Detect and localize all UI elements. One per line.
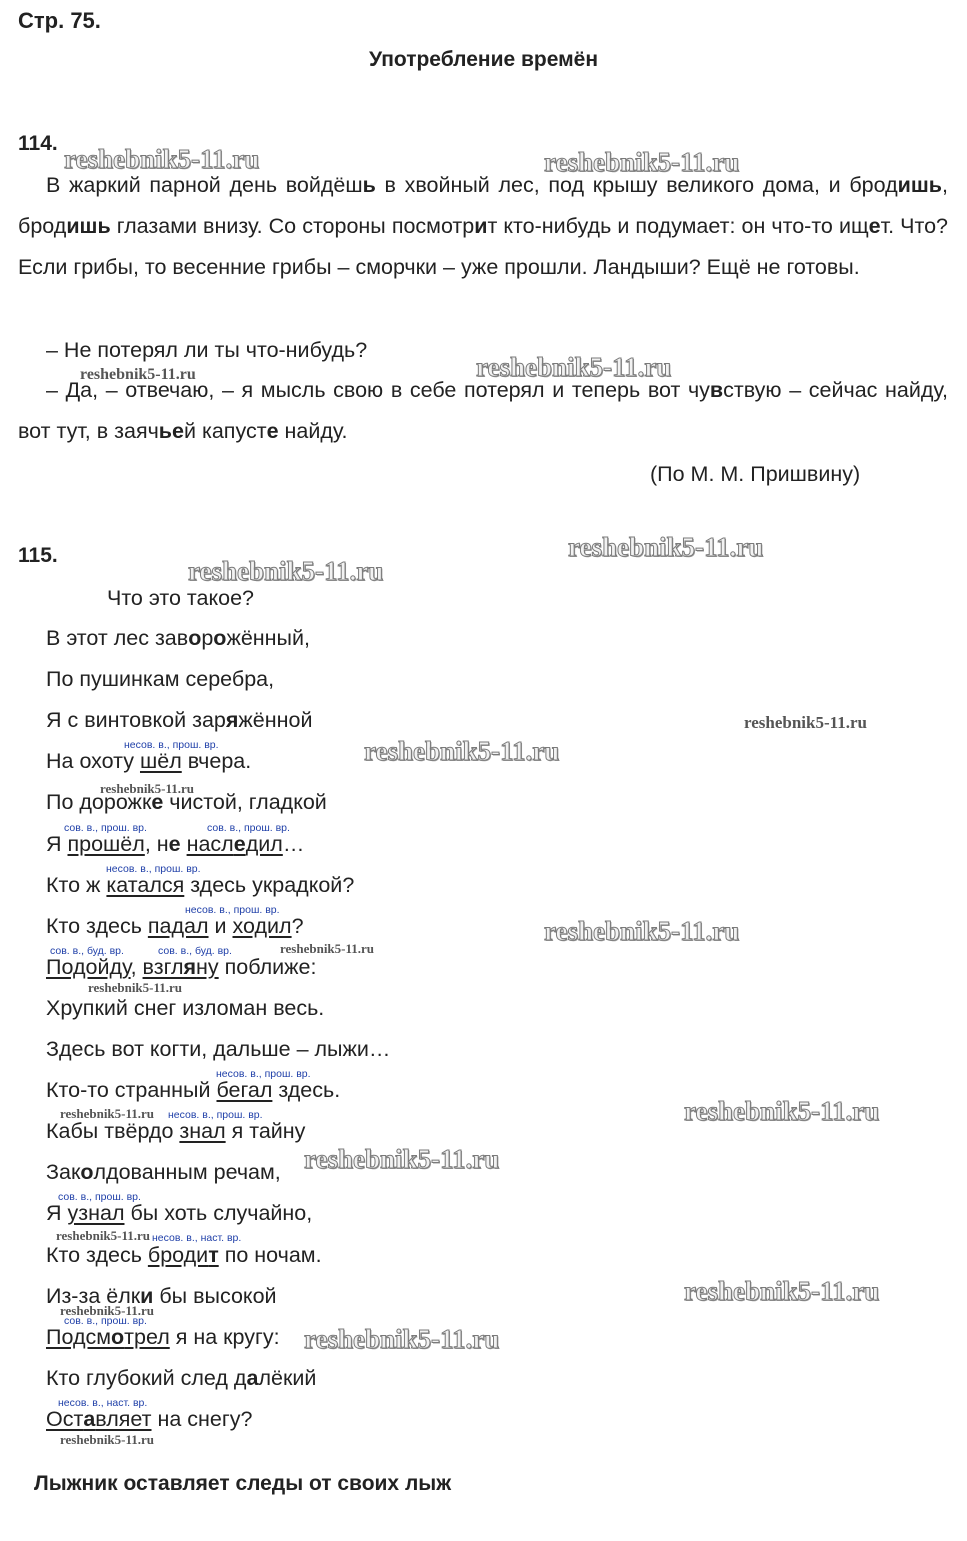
poem-line — [46, 1366, 316, 1391]
poem-line — [46, 1078, 340, 1103]
text-segment: вчера. — [181, 749, 252, 773]
grammar-note: несов. в., наст. вр. — [58, 1397, 148, 1409]
text-segment: Кто-то странный — [46, 1078, 217, 1102]
watermark: reshebnik5-11.ru — [80, 366, 196, 383]
text-segment: Кабы твёрдо — [46, 1119, 180, 1143]
poem-line — [46, 873, 354, 898]
text-segment: й капуст — [183, 419, 267, 443]
poem-line — [46, 1201, 312, 1226]
text-segment: Кто глубокий след д — [46, 1366, 247, 1390]
highlighted-letter: е — [233, 832, 246, 856]
underlined-verb: прошёл — [67, 832, 145, 856]
text-segment: поближе: — [218, 955, 317, 979]
watermark: reshebnik5-11.ru — [684, 1096, 880, 1126]
text-segment: Зак — [46, 1160, 81, 1184]
underlined-verb: падал — [147, 914, 209, 938]
text-segment: Кто ж — [46, 873, 107, 897]
watermark: reshebnik5-11.ru — [568, 532, 764, 562]
text-segment: лдованным речам, — [93, 1160, 281, 1184]
text-segment: здесь украдкой? — [184, 873, 355, 897]
exercise-114-source: (По М. М. Пришвину) — [650, 462, 861, 486]
watermark: reshebnik5-11.ru — [64, 144, 260, 174]
text-segment: Из-за ёлк — [46, 1284, 141, 1308]
text-segment: жённый, — [226, 626, 310, 650]
poem-line — [46, 626, 310, 651]
underlined-verb: насл — [186, 832, 234, 856]
highlighted-letter: ье — [158, 419, 184, 443]
text-segment: по ночам. — [218, 1243, 322, 1267]
watermark: reshebnik5-11.ru — [744, 713, 867, 732]
highlighted-letter: е — [868, 214, 881, 238]
underlined-verb: вляет — [95, 1407, 152, 1431]
highlighted-letter: о — [213, 626, 227, 650]
watermark: reshebnik5-11.ru — [364, 736, 560, 766]
text-segment: Хрупкий снег изломан весь. — [46, 996, 325, 1020]
grammar-note: несов. в., прош. вр. — [216, 1068, 311, 1080]
text-segment: ствую – сейчас найду, вот тут, в заяч — [18, 378, 948, 443]
text-segment: , н — [144, 832, 169, 856]
exercise-114-dialogue-line: – Не потерял ли ты что-нибудь? — [46, 338, 368, 362]
text-segment: я тайну — [225, 1119, 306, 1143]
underlined-verb: узнал — [67, 1201, 125, 1225]
poem-line — [46, 749, 251, 774]
text-segment: глазами внизу. Со стороны посмотр — [110, 214, 475, 238]
riddle-answer: Лыжник оставляет следы от своих лыж — [34, 1472, 452, 1495]
watermark: reshebnik5-11.ru — [88, 980, 183, 995]
text-segment: Я с винтовкой зар — [46, 708, 226, 732]
watermark: reshebnik5-11.ru — [684, 1276, 880, 1306]
poem-title: Что это такое? — [107, 586, 254, 610]
watermark: reshebnik5-11.ru — [100, 781, 195, 796]
highlighted-letter: ишь — [66, 214, 111, 238]
text-segment: ? — [291, 914, 304, 938]
watermark: reshebnik5-11.ru — [476, 352, 672, 382]
underlined-verb: трел — [124, 1325, 170, 1349]
text-segment: По пушинкам серебра, — [46, 667, 275, 691]
text-segment: Я — [46, 1201, 68, 1225]
text-segment: бы хоть случайно, — [124, 1201, 313, 1225]
underlined-verb: знал — [179, 1119, 226, 1143]
poem-line — [46, 708, 312, 733]
grammar-note: несов. в., прош. вр. — [124, 739, 219, 751]
page-title: Употребление времён — [368, 48, 599, 71]
text-segment: … — [282, 832, 305, 856]
highlighted-letter: и — [140, 1284, 154, 1308]
poem-line — [46, 996, 324, 1021]
highlighted-letter: о — [111, 1325, 125, 1349]
highlighted-letter: а — [246, 1366, 259, 1390]
text-segment: В жаркий парной день войдёш — [46, 173, 363, 197]
watermark: reshebnik5-11.ru — [188, 556, 384, 586]
text-segment: и — [208, 914, 233, 938]
watermark: reshebnik5-11.ru — [304, 1324, 500, 1354]
grammar-note: сов. в., буд. вр. — [158, 945, 232, 957]
text-segment: я на кругу: — [169, 1325, 280, 1349]
poem-line — [46, 955, 316, 980]
exercise-115-number: 115. — [18, 544, 58, 567]
highlighted-letter: ь — [362, 173, 376, 197]
underlined-verb: Подсм — [46, 1325, 112, 1349]
underlined-verb: дил — [245, 832, 283, 856]
watermark: reshebnik5-11.ru — [56, 1228, 151, 1243]
page-label: Стр. 75. — [18, 8, 101, 33]
text-segment: бы высокой — [153, 1284, 277, 1308]
exercise-114-number: 114. — [18, 132, 58, 155]
highlighted-letter: е — [151, 790, 164, 814]
text-segment: т кто-нибудь и подумает: он что-то ищ — [487, 214, 869, 238]
grammar-note: несов. в., наст. вр. — [152, 1232, 242, 1244]
poem-line — [46, 914, 304, 939]
text-segment: На охоту — [46, 749, 140, 773]
text-segment: чистой, гладкой — [163, 790, 327, 814]
watermark: reshebnik5-11.ru — [60, 1303, 155, 1318]
highlighted-letter: и — [474, 214, 488, 238]
highlighted-letter: о — [80, 1160, 94, 1184]
watermark: reshebnik5-11.ru — [304, 1144, 500, 1174]
highlighted-letter: в — [709, 378, 724, 402]
poem-line — [46, 832, 304, 857]
grammar-note: сов. в., прош. вр. — [64, 1315, 147, 1327]
highlighted-letter: е — [266, 419, 279, 443]
grammar-note: сов. в., прош. вр. — [64, 822, 147, 834]
grammar-note: несов. в., прош. вр. — [168, 1109, 263, 1121]
watermark: reshebnik5-11.ru — [60, 1432, 155, 1447]
text-segment: Кто здесь — [46, 914, 148, 938]
underlined-verb: Подойду — [46, 955, 131, 979]
grammar-note: сов. в., прош. вр. — [207, 822, 290, 834]
watermark: reshebnik5-11.ru — [544, 916, 740, 946]
highlighted-letter: е — [168, 832, 181, 856]
grammar-note: сов. в., буд. вр. — [50, 945, 124, 957]
highlighted-letter: я — [225, 708, 239, 732]
text-segment: в хвойный лес, под крышу великого дома, и брод — [375, 173, 898, 197]
poem-line — [46, 1037, 390, 1062]
poem-line — [46, 1119, 305, 1144]
underlined-verb: шёл — [139, 749, 182, 773]
text-segment: найду. — [278, 419, 348, 443]
text-segment: Здесь вот когти, дальше – лыжи… — [46, 1037, 391, 1061]
text-segment: р — [201, 626, 214, 650]
text-segment: , — [130, 955, 143, 979]
watermark: reshebnik5-11.ru — [544, 147, 740, 177]
text-segment: здесь. — [272, 1078, 341, 1102]
text-segment: т. Что? Если грибы, то весенние грибы – сморчки – уже прошли. Ландыши? Ещё не готовы. — [18, 214, 949, 279]
text-segment: В этот лес зав — [46, 626, 189, 650]
text-segment: – Да, – отвечаю, – я мысль свою в себе потерял и теперь вот чу — [46, 378, 710, 402]
exercise-114-paragraph-1 — [18, 165, 948, 288]
underlined-verb: броди — [147, 1243, 209, 1267]
poem-line — [46, 667, 274, 692]
watermark: reshebnik5-11.ru — [60, 1106, 155, 1121]
underlined-verb: бегал — [216, 1078, 273, 1102]
underlined-verb: ну — [196, 955, 219, 979]
highlighted-letter: а — [83, 1407, 96, 1431]
text-segment: на снегу? — [151, 1407, 253, 1431]
highlighted-letter: ишь — [897, 173, 942, 197]
underlined-verb: взгл — [142, 955, 184, 979]
poem-line — [46, 1160, 281, 1185]
text-segment: жённой — [238, 708, 313, 732]
watermark: reshebnik5-11.ru — [280, 941, 375, 956]
highlighted-letter: я — [183, 955, 197, 979]
underlined-verb: катался — [106, 873, 185, 897]
poem-line — [46, 1243, 322, 1268]
poem-line — [46, 1407, 252, 1432]
grammar-note: несов. в., прош. вр. — [185, 904, 280, 916]
grammar-note: сов. в., прош. вр. — [58, 1191, 141, 1203]
underlined-verb: Ост — [46, 1407, 84, 1431]
highlighted-letter: о — [188, 626, 202, 650]
highlighted-letter: т — [208, 1243, 219, 1267]
underlined-verb: ходил — [232, 914, 292, 938]
poem-line — [46, 1325, 280, 1350]
text-segment: Я — [46, 832, 68, 856]
text-segment: Кто здесь — [46, 1243, 148, 1267]
grammar-note: несов. в., прош. вр. — [106, 863, 201, 875]
text-segment: , брод — [18, 173, 948, 238]
text-segment: По дорожк — [46, 790, 152, 814]
text-segment: лёкий — [258, 1366, 317, 1390]
